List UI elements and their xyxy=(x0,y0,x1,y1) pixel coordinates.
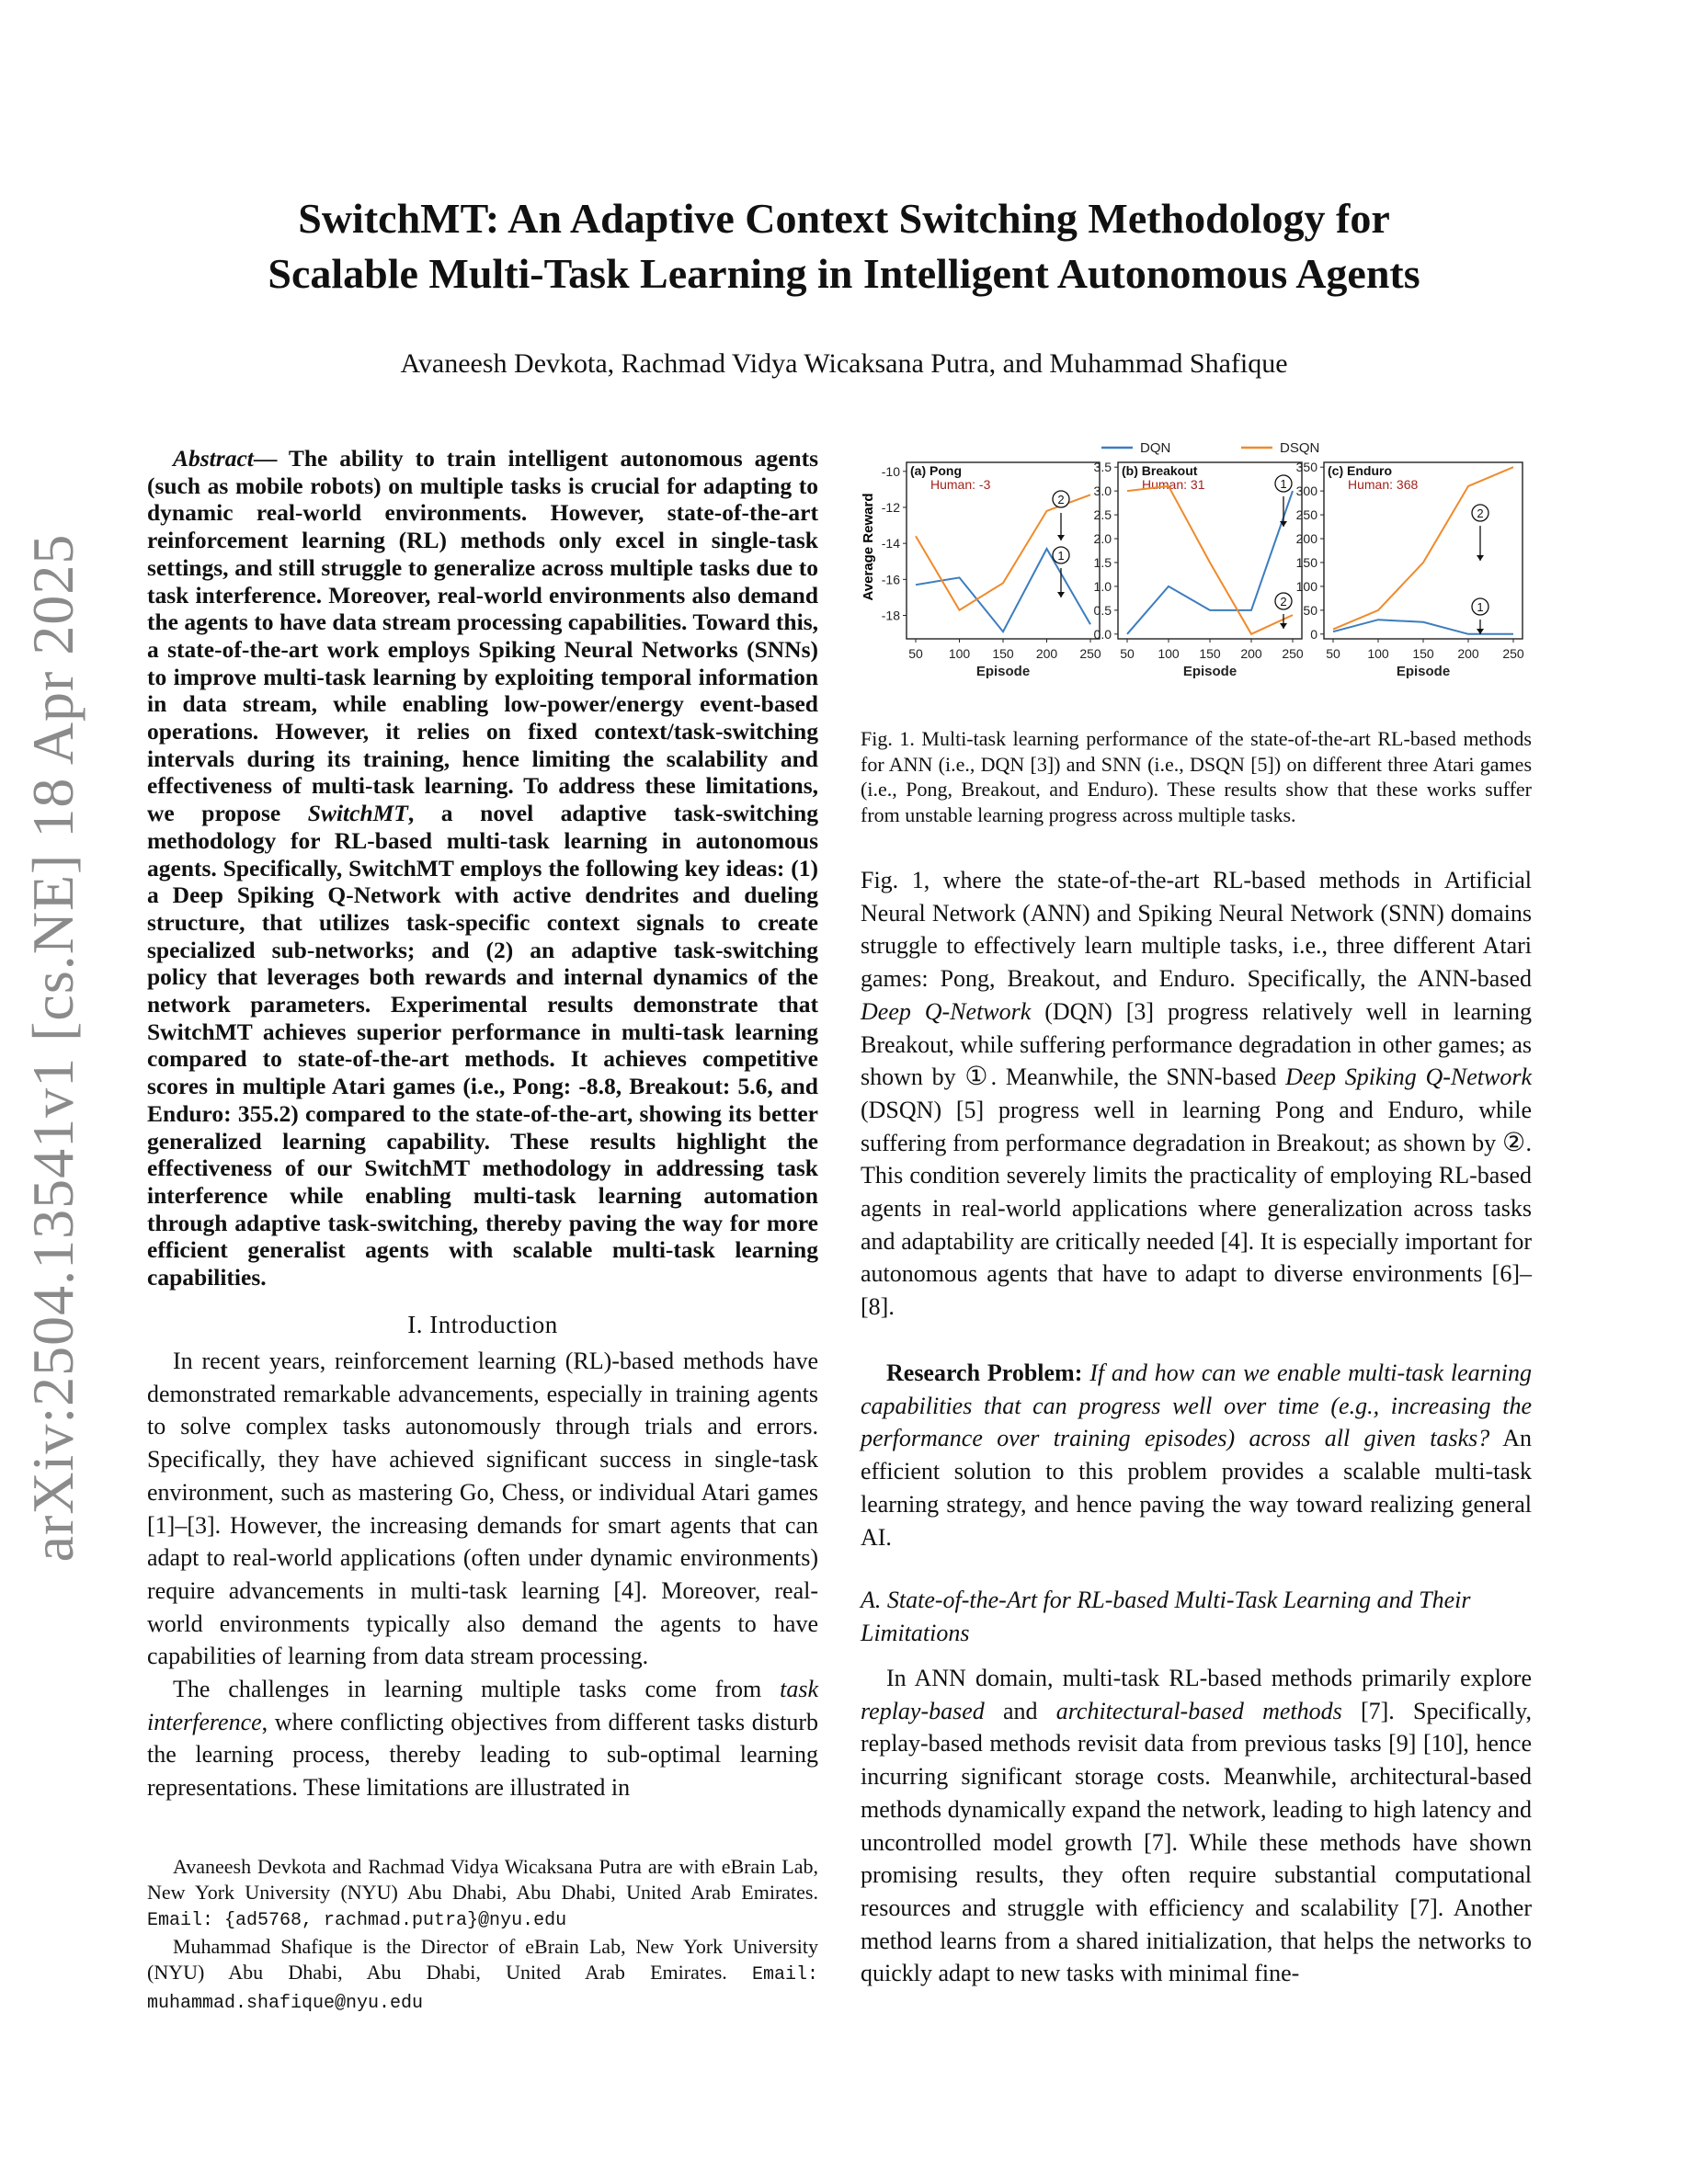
panel-2-ytick-label: 3.5 xyxy=(1093,460,1112,475)
figure-1 xyxy=(855,432,1535,708)
panel-2-arrow-head xyxy=(1280,623,1287,629)
panel-2-title: (b) Breakout xyxy=(1122,463,1198,478)
intro-paragraph-1: In recent years, reinforcement learning (RL)-based methods have demonstrated remarkable advancements, especially in training agents to solve complex tasks autonomously through trials and errors. Specifically, they have achieved significant success in single-task environment, such as mastering Go, Chess, or individual Atari games [1]–[3]. However, the increasing demands for smart agents that can adapt to real-world applications (often under dynamic environments) require advancements in multi-task learning [4]. Moreover, real-world environments typically also demand the agents to have capabilities of learning from data stream processing. xyxy=(147,1348,818,1670)
panel-2-circle-number-1: 1 xyxy=(1280,477,1287,491)
panel-3-xtick-label: 200 xyxy=(1457,646,1479,661)
panel-1-xtick-label: 250 xyxy=(1079,646,1101,661)
panel-3-xtick-label: 150 xyxy=(1412,646,1434,661)
panel-2-xtick-label: 100 xyxy=(1158,646,1180,661)
intro-paragraph-2: The challenges in learning multiple tasks come from task interference, where conflicting objectives from different tasks disturb the learning process, thereby leading to sub-optimal learning representations. These limitations are illustrated in xyxy=(147,1676,818,1802)
panel-2-xtick-label: 200 xyxy=(1240,646,1262,661)
legend-label-dsqn: DSQN xyxy=(1280,440,1320,456)
panel-1-xtick-label: 100 xyxy=(948,646,971,661)
panel-3-ytick-label: 150 xyxy=(1295,554,1317,570)
panel-3-circle-number-1: 1 xyxy=(1477,600,1484,614)
panel-1-ytick-label: -12 xyxy=(881,499,900,515)
panel-1-x-axis-label: Episode xyxy=(975,664,1031,679)
abstract-label: Abstract xyxy=(173,445,254,472)
introduction-text xyxy=(147,1345,818,1804)
panel-1-ytick-label: -16 xyxy=(881,572,900,587)
panel-2-ytick-label: 2.5 xyxy=(1093,507,1112,523)
panel-3-circle-number-2: 2 xyxy=(1477,506,1484,520)
panel-3-x-axis-label: Episode xyxy=(1396,664,1451,679)
panel-3-xtick-label: 50 xyxy=(1326,646,1340,661)
method-name: SwitchMT xyxy=(307,800,408,827)
panel-1-human-annotation: Human: -3 xyxy=(930,477,991,492)
panel-2-x-axis-label: Episode xyxy=(1182,664,1237,679)
research-problem-paragraph: Research Problem: If and how can we enable multi-task learning capabilities that can progress well over time (e.g., increasing the performance over training episodes) across all given tasks? An efficient solution to this problem provides a scalable multi-task learning strategy, and hence paving the way toward realizing general AI. xyxy=(861,1359,1533,1551)
legend-label-dqn: DQN xyxy=(1140,440,1171,456)
footnote-affiliation-2: Muhammad Shafique is the Director of eBrain Lab, New York University (NYU) Abu Dhabi, Abu Dhabi, United Arab Emirates. Email: muhammad.shafique@nyu.edu xyxy=(147,1935,818,2014)
email-1: Email: {ad5768, rachmad.putra}@nyu.edu xyxy=(147,1910,567,1931)
panel-1-circle-number-1: 1 xyxy=(1057,549,1065,563)
panel-2-xtick-label: 250 xyxy=(1282,646,1304,661)
panel-1-title: (a) Pong xyxy=(910,463,962,478)
title-line-1: SwitchMT: An Adaptive Context Switching Methodology for xyxy=(298,195,1390,242)
panel-3-ytick-label: 0 xyxy=(1310,626,1317,642)
panel-3-ytick-label: 50 xyxy=(1303,602,1317,618)
panel-2-human-annotation: Human: 31 xyxy=(1142,477,1205,492)
panel-1-arrow-head xyxy=(1057,592,1065,597)
footnote-affiliation-1: Avaneesh Devkota and Rachmad Vidya Wicaksana Putra are with eBrain Lab, New York University (NYU) Abu Dhabi, Abu Dhabi, United Arab Emirates. Email: {ad5768, rachmad.putra}@nyu.edu xyxy=(147,1855,818,1931)
panel-2-ytick-label: 0.0 xyxy=(1093,626,1112,642)
right-column-paragraph-3: In ANN domain, multi-task RL-based methods primarily explore replay-based and architectural-based methods [7]. Specifically, replay-based methods revisit data from previous tasks [9] [10], hence incurring significant storage costs. Meanwhile, architectural-based methods dynamically expand the network, leading to high latency and uncontrolled model growth [7]. While these methods have shown promising results, they often require substantial computational resources and struggle with efficiency and scalability [7]. Another method learns from a shared initialization, that helps the networks to quickly adapt to new tasks with minimal fine- xyxy=(861,1665,1532,1987)
circle-two-marker: ② xyxy=(1502,1128,1526,1157)
panel-3-series-dqn xyxy=(1333,620,1513,634)
panel-3-human-annotation: Human: 368 xyxy=(1348,477,1419,492)
panel-2-xtick-label: 150 xyxy=(1199,646,1221,661)
panel-3-ytick-label: 250 xyxy=(1295,507,1317,523)
figure-1-caption: Fig. 1. Multi-task learning performance of the state-of-the-art RL-based methods for ANN (i.e., DQN [3]) and SNN (i.e., DSQN [5]) on different three Atari games (i.e., Pong, Breakout, and Enduro). These results show that these works suffer from unstable learning progress across multiple tasks. xyxy=(861,727,1532,826)
right-column-paragraph-1: Fig. 1, where the state-of-the-art RL-based methods in Artificial Neural Network (ANN) and Spiking Neural Network (SNN) domains struggle to effectively learn multiple tasks, i.e., three different Atari games: Pong, Breakout, and Enduro. Specifically, the ANN-based Deep Q-Network (DQN) [3] progress relatively well in learning Breakout, while suffering performance degradation in other games; as shown by ①. Meanwhile, the SNN-based Deep Spiking Q-Network (DSQN) [5] progress well in learning Pong and Enduro, while suffering from performance degradation in Breakout; as shown by ②. This condition severely limits the practicality of employing RL-based agents in real-world applications where generalization across tasks and adaptability are critically needed [4]. It is especially important for autonomous agents that have to adapt to diverse environments [6]–[8]. xyxy=(861,867,1532,1321)
panel-3-xtick-label: 100 xyxy=(1367,646,1389,661)
panel-1-xtick-label: 150 xyxy=(992,646,1014,661)
panel-2-ytick-label: 0.5 xyxy=(1093,602,1112,618)
panel-3-ytick-label: 300 xyxy=(1295,483,1317,499)
panel-1-ytick-label: -10 xyxy=(881,463,900,479)
panel-3-ytick-label: 350 xyxy=(1295,460,1317,475)
panel-1-arrow-head xyxy=(1057,535,1065,540)
abstract: Abstract— The ability to train intelligent autonomous agents (such as mobile robots) on multiple tasks is crucial for adapting to dynamic real-world environments. However, state-of-the-art reinforcement learning (RL) methods only excel in single-task settings, and still struggle to generalize across multiple tasks due to task interference. Moreover, real-world environments also demand the agents to have data stream processing capabilities. Toward this, a state-of-the-art work employs Spiking Neural Networks (SNNs) to improve multi-task learning by exploiting temporal information in data stream, while enabling low-power/energy event-based operations. However, it relies on fixed context/task-switching intervals during its training, hence limiting the scalability and effectiveness of multi-task learning. To address these limitations, we propose SwitchMT, a novel adaptive task-switching methodology for RL-based multi-task learning in autonomous agents. Specifically, SwitchMT employs the following key ideas: (1) a Deep Spiking Q-Network with active dendrites and dueling structure, that utilizes task-specific context signals to create specialized sub-networks; and (2) an adaptive task-switching policy that leverages both rewards and internal dynamics of the network parameters. Experimental results demonstrate that SwitchMT achieves superior performance in multi-task learning compared to state-of-the-art methods. It achieves competitive scores in multiple Atari games (i.e., Pong: -8.8, Breakout: 5.6, and Enduro: 355.2) compared to the state-of-the-art, showing its better generalized learning capability. These results highlight the effectiveness of our SwitchMT methodology in addressing task interference while enabling multi-task learning automation through adaptive task-switching, thereby paving the way for more efficient generalist agents with scalable multi-task learning capabilities. xyxy=(147,445,818,1291)
panel-2-circle-number-2: 2 xyxy=(1280,595,1287,609)
panel-2-xtick-label: 50 xyxy=(1120,646,1135,661)
panel-3-xtick-label: 250 xyxy=(1502,646,1524,661)
circle-one-marker: ① xyxy=(964,1063,991,1092)
panel-2-ytick-label: 3.0 xyxy=(1093,483,1112,499)
panel-3-arrow-head xyxy=(1477,555,1484,561)
panel-3-title: (c) Enduro xyxy=(1328,463,1392,478)
title-line-2: Scalable Multi-Task Learning in Intelligent Autonomous Agents xyxy=(268,250,1420,297)
panel-1-ytick-label: -14 xyxy=(881,536,900,552)
y-axis-label: Average Reward xyxy=(861,493,876,601)
panel-1-xtick-label: 200 xyxy=(1035,646,1058,661)
panel-2-ytick-label: 2.0 xyxy=(1093,531,1112,547)
figure-1-charts xyxy=(855,432,1535,708)
panel-1-xtick-label: 50 xyxy=(908,646,923,661)
panel-1-ytick-label: -18 xyxy=(881,608,900,623)
subsection-heading-a: A. State-of-the-Art for RL-based Multi-Task Learning and Their Limitations xyxy=(861,1587,1471,1646)
panel-2-ytick-label: 1.5 xyxy=(1093,554,1112,570)
author-list: Avaneesh Devkota, Rachmad Vidya Wicaksana Putra, and Muhammad Shafique xyxy=(400,348,1288,379)
panel-3-ytick-label: 200 xyxy=(1295,531,1317,547)
paper-title xyxy=(165,191,1523,301)
section-heading-introduction: I. Introduction xyxy=(407,1311,558,1338)
panel-3-ytick-label: 100 xyxy=(1295,578,1317,594)
email-2: Email: muhammad.shafique@nyu.edu xyxy=(147,1964,818,2014)
panel-1-circle-number-2: 2 xyxy=(1057,493,1065,506)
author-footnote xyxy=(147,1854,818,2017)
panel-2-ytick-label: 1.0 xyxy=(1093,578,1112,594)
research-problem-label: Research Problem: xyxy=(886,1359,1083,1386)
